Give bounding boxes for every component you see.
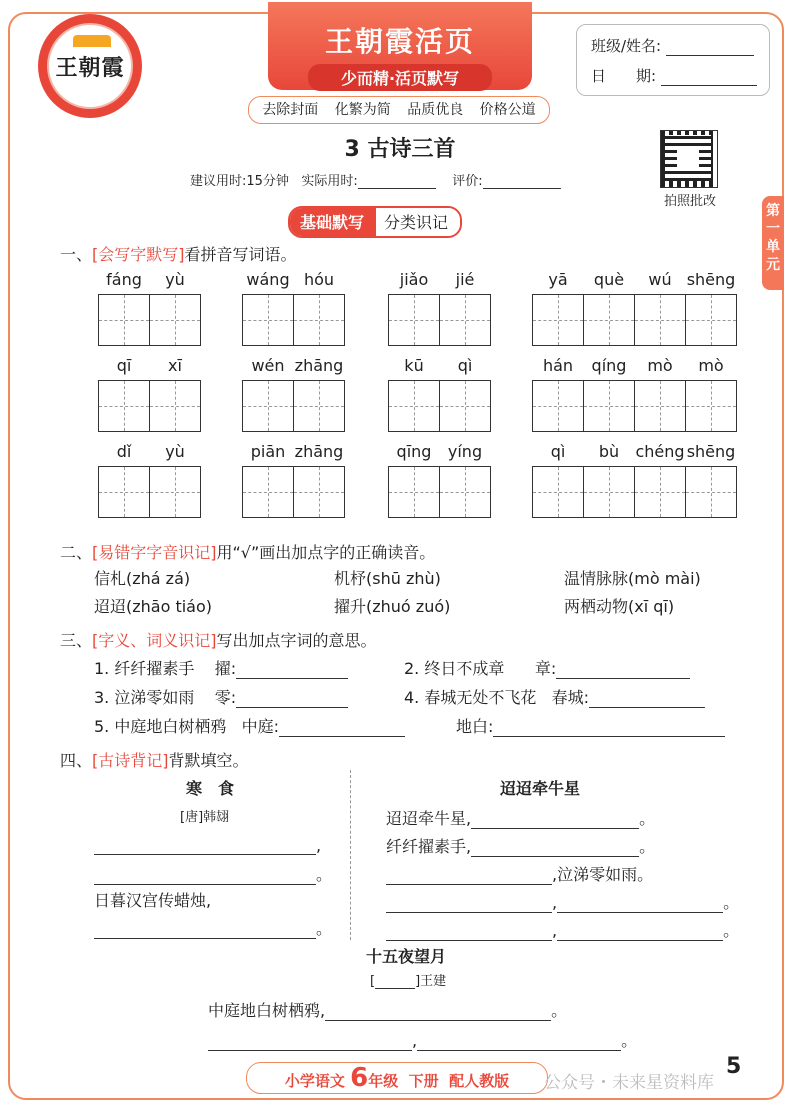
character-cell[interactable] bbox=[439, 294, 491, 346]
pinyin-label: kū bbox=[404, 356, 424, 375]
poem3-line2: , 。 bbox=[208, 1028, 637, 1051]
character-cell[interactable] bbox=[532, 466, 584, 518]
character-cell[interactable] bbox=[98, 294, 150, 346]
answer-line[interactable] bbox=[386, 868, 552, 885]
column-divider bbox=[350, 770, 351, 940]
crown-icon bbox=[73, 35, 111, 47]
slogan-bar bbox=[248, 96, 550, 124]
answer-line[interactable] bbox=[236, 662, 348, 679]
answer-line[interactable] bbox=[386, 924, 552, 941]
suggested-time: 建议用时:15分钟 bbox=[190, 174, 289, 189]
section1-number: 一、 bbox=[60, 245, 93, 264]
answer-line[interactable] bbox=[557, 896, 723, 913]
qr-pattern bbox=[665, 135, 711, 181]
character-grid bbox=[388, 294, 491, 346]
section3-instruction: 写出加点字词的意思。 bbox=[216, 631, 377, 650]
character-grid bbox=[388, 466, 491, 518]
pinyin-label: zhāng bbox=[294, 442, 344, 461]
meaning-key: 地白: bbox=[456, 717, 494, 736]
slogan-3: 品质优良 bbox=[407, 102, 464, 118]
poem1-author: [唐]韩翃 bbox=[180, 810, 230, 825]
character-cell[interactable] bbox=[388, 380, 440, 432]
answer-line[interactable] bbox=[417, 1034, 621, 1051]
logo-inner bbox=[47, 23, 133, 109]
pinyin-label: xī bbox=[168, 356, 182, 375]
pinyin-label: yíng bbox=[447, 442, 483, 461]
poem2-title: 迢迢牵牛星 bbox=[500, 779, 581, 798]
section4-heading bbox=[60, 748, 249, 771]
answer-line[interactable] bbox=[208, 1034, 412, 1051]
meaning-item bbox=[456, 714, 725, 737]
meaning-item bbox=[94, 656, 348, 679]
section2-instruction: 用“√”画出加点字的正确读音。 bbox=[216, 543, 436, 562]
poem1-line2: 。 bbox=[94, 862, 332, 885]
evaluation-label: 评价: bbox=[452, 174, 483, 189]
poem3-text: 中庭地白树栖鸦, bbox=[208, 1001, 326, 1020]
meaning-key: 零: bbox=[214, 688, 237, 707]
section3-number: 三、 bbox=[60, 631, 93, 650]
pinyin-label: wú bbox=[648, 270, 672, 289]
brand-logo bbox=[38, 14, 142, 118]
character-cell[interactable] bbox=[388, 466, 440, 518]
poem3-author-row: [ ]王建 bbox=[370, 974, 447, 989]
character-cell[interactable] bbox=[242, 466, 294, 518]
character-cell[interactable] bbox=[634, 380, 686, 432]
meaning-key: 中庭: bbox=[241, 717, 280, 736]
answer-line[interactable] bbox=[325, 1004, 551, 1021]
pinyin-label: wén bbox=[251, 356, 285, 375]
meaning-item bbox=[404, 656, 690, 679]
character-cell[interactable] bbox=[98, 466, 150, 518]
meaning-question: 2. 终日不成章 bbox=[404, 659, 505, 678]
pinyin-label: piān bbox=[250, 442, 286, 461]
poem2-line5: , 。 bbox=[386, 918, 739, 941]
poem3-author: 王建 bbox=[420, 974, 447, 989]
pill-category: 分类识记 bbox=[376, 208, 460, 236]
watermark: 公众号・未来星资料库 bbox=[544, 1073, 714, 1093]
character-cell[interactable] bbox=[149, 380, 201, 432]
slogan-1: 去除封面 bbox=[262, 102, 319, 118]
footer-bar bbox=[246, 1062, 548, 1094]
reading-item[interactable]: 擢升(zhuó zuó) bbox=[334, 597, 451, 616]
character-cell[interactable] bbox=[439, 466, 491, 518]
pinyin-label: hán bbox=[542, 356, 574, 375]
banner-subtitle: 少而精·活页默写 bbox=[308, 64, 492, 91]
answer-line[interactable] bbox=[94, 868, 316, 885]
answer-line[interactable] bbox=[493, 720, 725, 737]
lesson-title: 3 古诗三首 bbox=[344, 137, 456, 162]
character-cell[interactable] bbox=[388, 294, 440, 346]
pinyin-label: qī bbox=[116, 356, 132, 375]
character-cell[interactable] bbox=[532, 380, 584, 432]
poem2-line3 bbox=[386, 862, 653, 885]
pinyin-label: jié bbox=[455, 270, 475, 289]
answer-line[interactable] bbox=[386, 896, 552, 913]
answer-line[interactable] bbox=[589, 691, 705, 708]
qr-code-icon[interactable] bbox=[660, 130, 718, 188]
pinyin-label: bù bbox=[598, 442, 620, 461]
character-grid bbox=[98, 380, 201, 432]
character-cell[interactable] bbox=[98, 380, 150, 432]
meaning-item bbox=[94, 714, 405, 737]
meaning-key: 章: bbox=[534, 659, 557, 678]
pill-basic: 基础默写 bbox=[290, 208, 376, 236]
qr-label: 拍照批改 bbox=[663, 194, 716, 209]
poem2-text: 迢迢牵牛星, bbox=[386, 809, 472, 828]
meaning-question: 3. 泣涕零如雨 bbox=[94, 688, 195, 707]
pinyin-label: mò bbox=[698, 356, 724, 375]
evaluation-field[interactable] bbox=[483, 174, 561, 189]
pinyin-label: què bbox=[593, 270, 625, 289]
footer-volume: 下册 bbox=[408, 1072, 439, 1090]
actual-time-label: 实际用时: bbox=[301, 174, 358, 189]
poem2-line4: , 。 bbox=[386, 890, 739, 913]
answer-line[interactable] bbox=[94, 922, 316, 939]
pinyin-label: yā bbox=[548, 270, 568, 289]
character-cell[interactable] bbox=[242, 380, 294, 432]
poem2-line1: 迢迢牵牛星, 。 bbox=[386, 809, 656, 828]
pinyin-label: zhāng bbox=[294, 356, 344, 375]
footer-edition: 配人教版 bbox=[449, 1072, 510, 1090]
reading-item[interactable]: 迢迢(zhāo tiáo) bbox=[94, 597, 213, 616]
character-cell[interactable] bbox=[439, 380, 491, 432]
answer-line[interactable] bbox=[557, 924, 723, 941]
character-cell[interactable] bbox=[634, 466, 686, 518]
section3-tag: [字义、词义识记] bbox=[92, 631, 217, 650]
poem1-line4: 。 bbox=[94, 916, 332, 939]
pinyin-label: wáng bbox=[246, 270, 290, 289]
slogan-2: 化繁为简 bbox=[334, 102, 391, 118]
character-cell[interactable] bbox=[685, 466, 737, 518]
character-cell[interactable] bbox=[583, 294, 635, 346]
character-cell[interactable] bbox=[149, 294, 201, 346]
character-grid bbox=[532, 380, 737, 432]
answer-line[interactable] bbox=[556, 662, 690, 679]
class-name-field[interactable] bbox=[666, 39, 754, 56]
time-meta bbox=[190, 170, 561, 189]
pinyin-label: chéng bbox=[635, 442, 685, 461]
reading-item[interactable]: 温情脉脉(mò mài) bbox=[564, 569, 701, 588]
meaning-item bbox=[94, 685, 348, 708]
character-cell[interactable] bbox=[293, 380, 345, 432]
poem1-title: 寒 食 bbox=[186, 779, 235, 798]
character-grid bbox=[532, 466, 737, 518]
pinyin-label: qì bbox=[457, 356, 473, 375]
dynasty-field[interactable] bbox=[375, 975, 415, 989]
pinyin-label: qì bbox=[550, 442, 566, 461]
character-cell[interactable] bbox=[149, 466, 201, 518]
character-grid bbox=[388, 380, 491, 432]
poem3-title: 十五夜望月 bbox=[366, 947, 447, 966]
meaning-key: 擢: bbox=[214, 659, 237, 678]
answer-line[interactable] bbox=[236, 691, 348, 708]
section-pill bbox=[288, 206, 462, 238]
section1-heading bbox=[60, 242, 297, 265]
meaning-item bbox=[404, 685, 705, 708]
section2-tag: [易错字字音识记] bbox=[92, 543, 217, 562]
pinyin-label: qīng bbox=[396, 442, 432, 461]
character-grid bbox=[98, 466, 201, 518]
class-name-label: 班级/姓名: bbox=[591, 37, 662, 55]
character-grid bbox=[242, 466, 345, 518]
section1-tag: [会写字默写] bbox=[92, 245, 185, 264]
answer-line[interactable] bbox=[471, 812, 639, 829]
pinyin-label: fáng bbox=[106, 270, 142, 289]
section4-instruction: 背默填空。 bbox=[168, 751, 249, 770]
slogan-4: 价格公道 bbox=[479, 102, 536, 118]
poem1-line1: , bbox=[94, 836, 321, 855]
banner-title: 王朝霞活页 bbox=[324, 25, 475, 58]
section2-heading bbox=[60, 540, 435, 563]
pinyin-label: mò bbox=[647, 356, 673, 375]
pinyin-label: jiǎo bbox=[399, 270, 429, 289]
pinyin-label: dǐ bbox=[116, 442, 132, 461]
poem1-line3: 日暮汉宫传蜡烛, bbox=[94, 891, 212, 910]
meaning-question: 5. 中庭地白树栖鸦 bbox=[94, 717, 227, 736]
character-grid bbox=[532, 294, 737, 346]
date-label: 日 期: bbox=[591, 67, 657, 85]
poem2-line2: 纤纤擢素手, 。 bbox=[386, 837, 656, 856]
poem2-text: 纤纤擢素手, bbox=[386, 837, 472, 856]
meaning-question: 4. 春城无处不飞花 bbox=[404, 688, 537, 707]
poem3-line1: 中庭地白树栖鸦, 。 bbox=[208, 1001, 568, 1020]
character-cell[interactable] bbox=[685, 294, 737, 346]
date-row bbox=[591, 65, 757, 86]
meaning-key: 春城: bbox=[551, 688, 590, 707]
section4-tag: [古诗背记] bbox=[92, 751, 169, 770]
actual-time-field[interactable] bbox=[358, 174, 436, 189]
footer-grade-number: 6 bbox=[350, 1063, 369, 1093]
class-name-row bbox=[591, 35, 754, 56]
answer-line[interactable] bbox=[279, 720, 405, 737]
character-cell[interactable] bbox=[685, 380, 737, 432]
reading-item[interactable]: 机杼(shū zhù) bbox=[334, 569, 441, 588]
pinyin-label: hóu bbox=[303, 270, 335, 289]
section2-number: 二、 bbox=[60, 543, 93, 562]
pinyin-label: yù bbox=[165, 442, 185, 461]
character-cell[interactable] bbox=[532, 294, 584, 346]
header-banner bbox=[268, 2, 532, 90]
answer-line[interactable] bbox=[94, 838, 316, 855]
answer-line[interactable] bbox=[471, 840, 639, 857]
pinyin-label: shēng bbox=[686, 270, 736, 289]
poem2-text: ,泣涕零如雨。 bbox=[552, 865, 654, 884]
pinyin-label: yù bbox=[165, 270, 185, 289]
section4-number: 四、 bbox=[60, 751, 93, 770]
character-grid bbox=[98, 294, 201, 346]
footer-grade: 年级 bbox=[368, 1072, 399, 1090]
unit-tab: 第一单元 bbox=[762, 196, 784, 290]
character-cell[interactable] bbox=[634, 294, 686, 346]
character-cell[interactable] bbox=[293, 294, 345, 346]
reading-item[interactable]: 两栖动物(xī qī) bbox=[564, 597, 675, 616]
section1-instruction: 看拼音写词语。 bbox=[184, 245, 297, 264]
pinyin-label: qíng bbox=[591, 356, 627, 375]
footer-subject: 小学语文 bbox=[284, 1072, 345, 1090]
character-cell[interactable] bbox=[293, 466, 345, 518]
logo-text: 王朝霞 bbox=[55, 56, 125, 81]
student-info-box bbox=[576, 24, 770, 96]
meaning-question: 1. 纤纤擢素手 bbox=[94, 659, 195, 678]
reading-item[interactable]: 信札(zhá zá) bbox=[94, 569, 191, 588]
character-cell[interactable] bbox=[583, 466, 635, 518]
date-field[interactable] bbox=[661, 69, 757, 86]
character-cell[interactable] bbox=[242, 294, 294, 346]
section3-heading bbox=[60, 628, 377, 651]
pinyin-label: shēng bbox=[686, 442, 736, 461]
character-cell[interactable] bbox=[583, 380, 635, 432]
character-grid bbox=[242, 380, 345, 432]
character-grid bbox=[242, 294, 345, 346]
page-number: 5 bbox=[726, 1054, 742, 1079]
